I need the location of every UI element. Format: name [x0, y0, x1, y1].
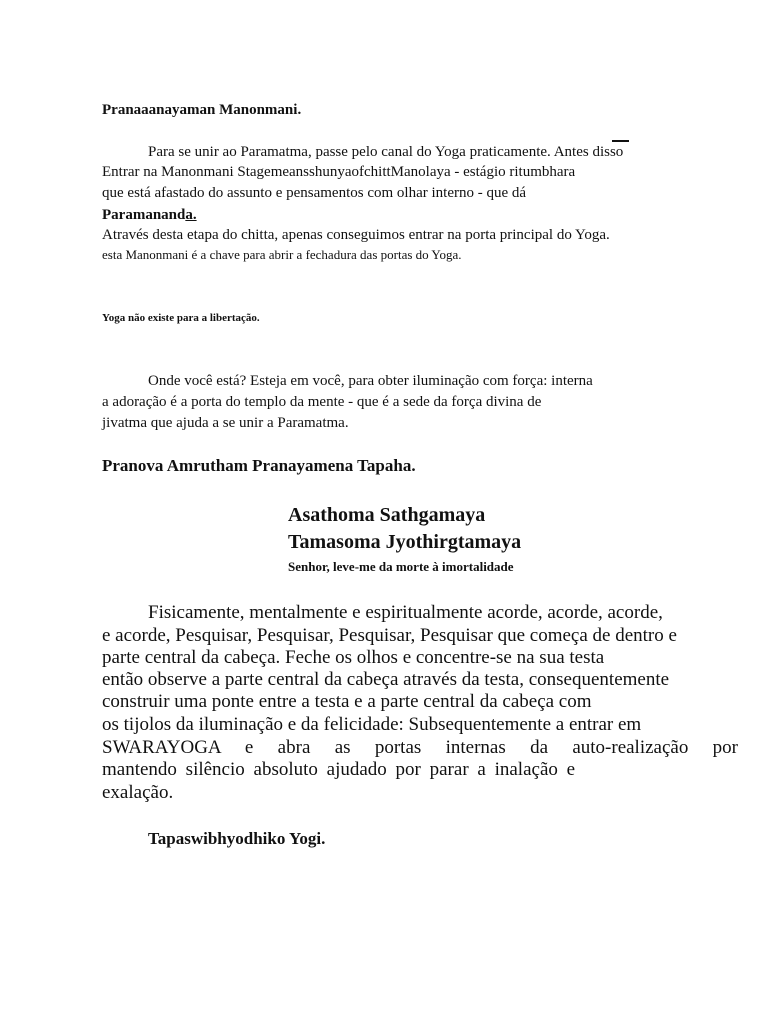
paragraph-4-line-2: a adoração é a porta do templo da mente - que é a sede da força divina de [102, 394, 542, 410]
paragraph-5-line-6: os tijolos da iluminação e da felicidade: Subsequentemente a entrar em [102, 714, 642, 735]
mantra-line-2: Tamasoma Jyothirgtamaya [288, 531, 522, 553]
paragraph-5-line-3: parte central da cabeça. Feche os olhos e concentre-se na sua testa [102, 647, 605, 668]
paragraph-5-line-4: então observe a parte central da cabeça através da testa, consequentemente [102, 669, 670, 690]
paragraph-5-line-2: e acorde, Pesquisar, Pesquisar, Pesquisar, Pesquisar que começa de dentro e [102, 625, 677, 646]
paramananda-text: Paramanand [102, 207, 186, 223]
paragraph-5-line-9: exalação. [102, 782, 174, 803]
paragraph-5-line-7: SWARAYOGA e abra as portas internas da auto-realização por [102, 737, 738, 758]
paragraph-2: Através desta etapa do chitta, apenas conseguimos entrar na porta principal do Yoga. [102, 227, 610, 243]
heading-2: Pranova Amrutham Pranayamena Tapaha. [102, 456, 416, 475]
paragraph-5-line-1: Fisicamente, mentalmente e espiritualmente acorde, acorde, acorde, [148, 602, 663, 623]
paragraph-4-line-3: jivatma que ajuda a se unir a Paramatma. [102, 415, 349, 431]
paragraph-1-line-3: que está afastado do assunto e pensamentos com olhar interno - que dá [102, 185, 527, 201]
note-line: Yoga não existe para a libertação. [102, 312, 260, 324]
paragraph-5-line-8: mantendo silêncio absoluto ajudado por parar a inalação e [102, 759, 576, 780]
paragraph-1-line-2: Entrar na Manonmani StagemeansshunyaofchittManolaya - estágio ritumbhara [102, 164, 576, 180]
signature: Tapaswibhyodhiko Yogi. [148, 829, 326, 848]
paramananda-underlined: a. [185, 207, 197, 223]
paragraph-3: esta Manonmani é a chave para abrir a fechadura das portas do Yoga. [102, 247, 462, 262]
paragraph-1-line-1: Para se unir ao Paramatma, passe pelo canal do Yoga praticamente. Antes disso [148, 144, 624, 160]
paragraph-4-line-1: Onde você está? Esteja em você, para obter iluminação com força: interna [148, 373, 593, 389]
paramananda-word [102, 205, 197, 225]
document-title: Pranaaanayaman Manonmani. [102, 102, 302, 118]
paragraph-5-line-5: construir uma ponte entre a testa e a parte central da cabeça com [102, 691, 592, 712]
mantra-translation: Senhor, leve-me da morte à imortalidade [288, 559, 514, 574]
mantra-line-1: Asathoma Sathgamaya [288, 504, 486, 526]
